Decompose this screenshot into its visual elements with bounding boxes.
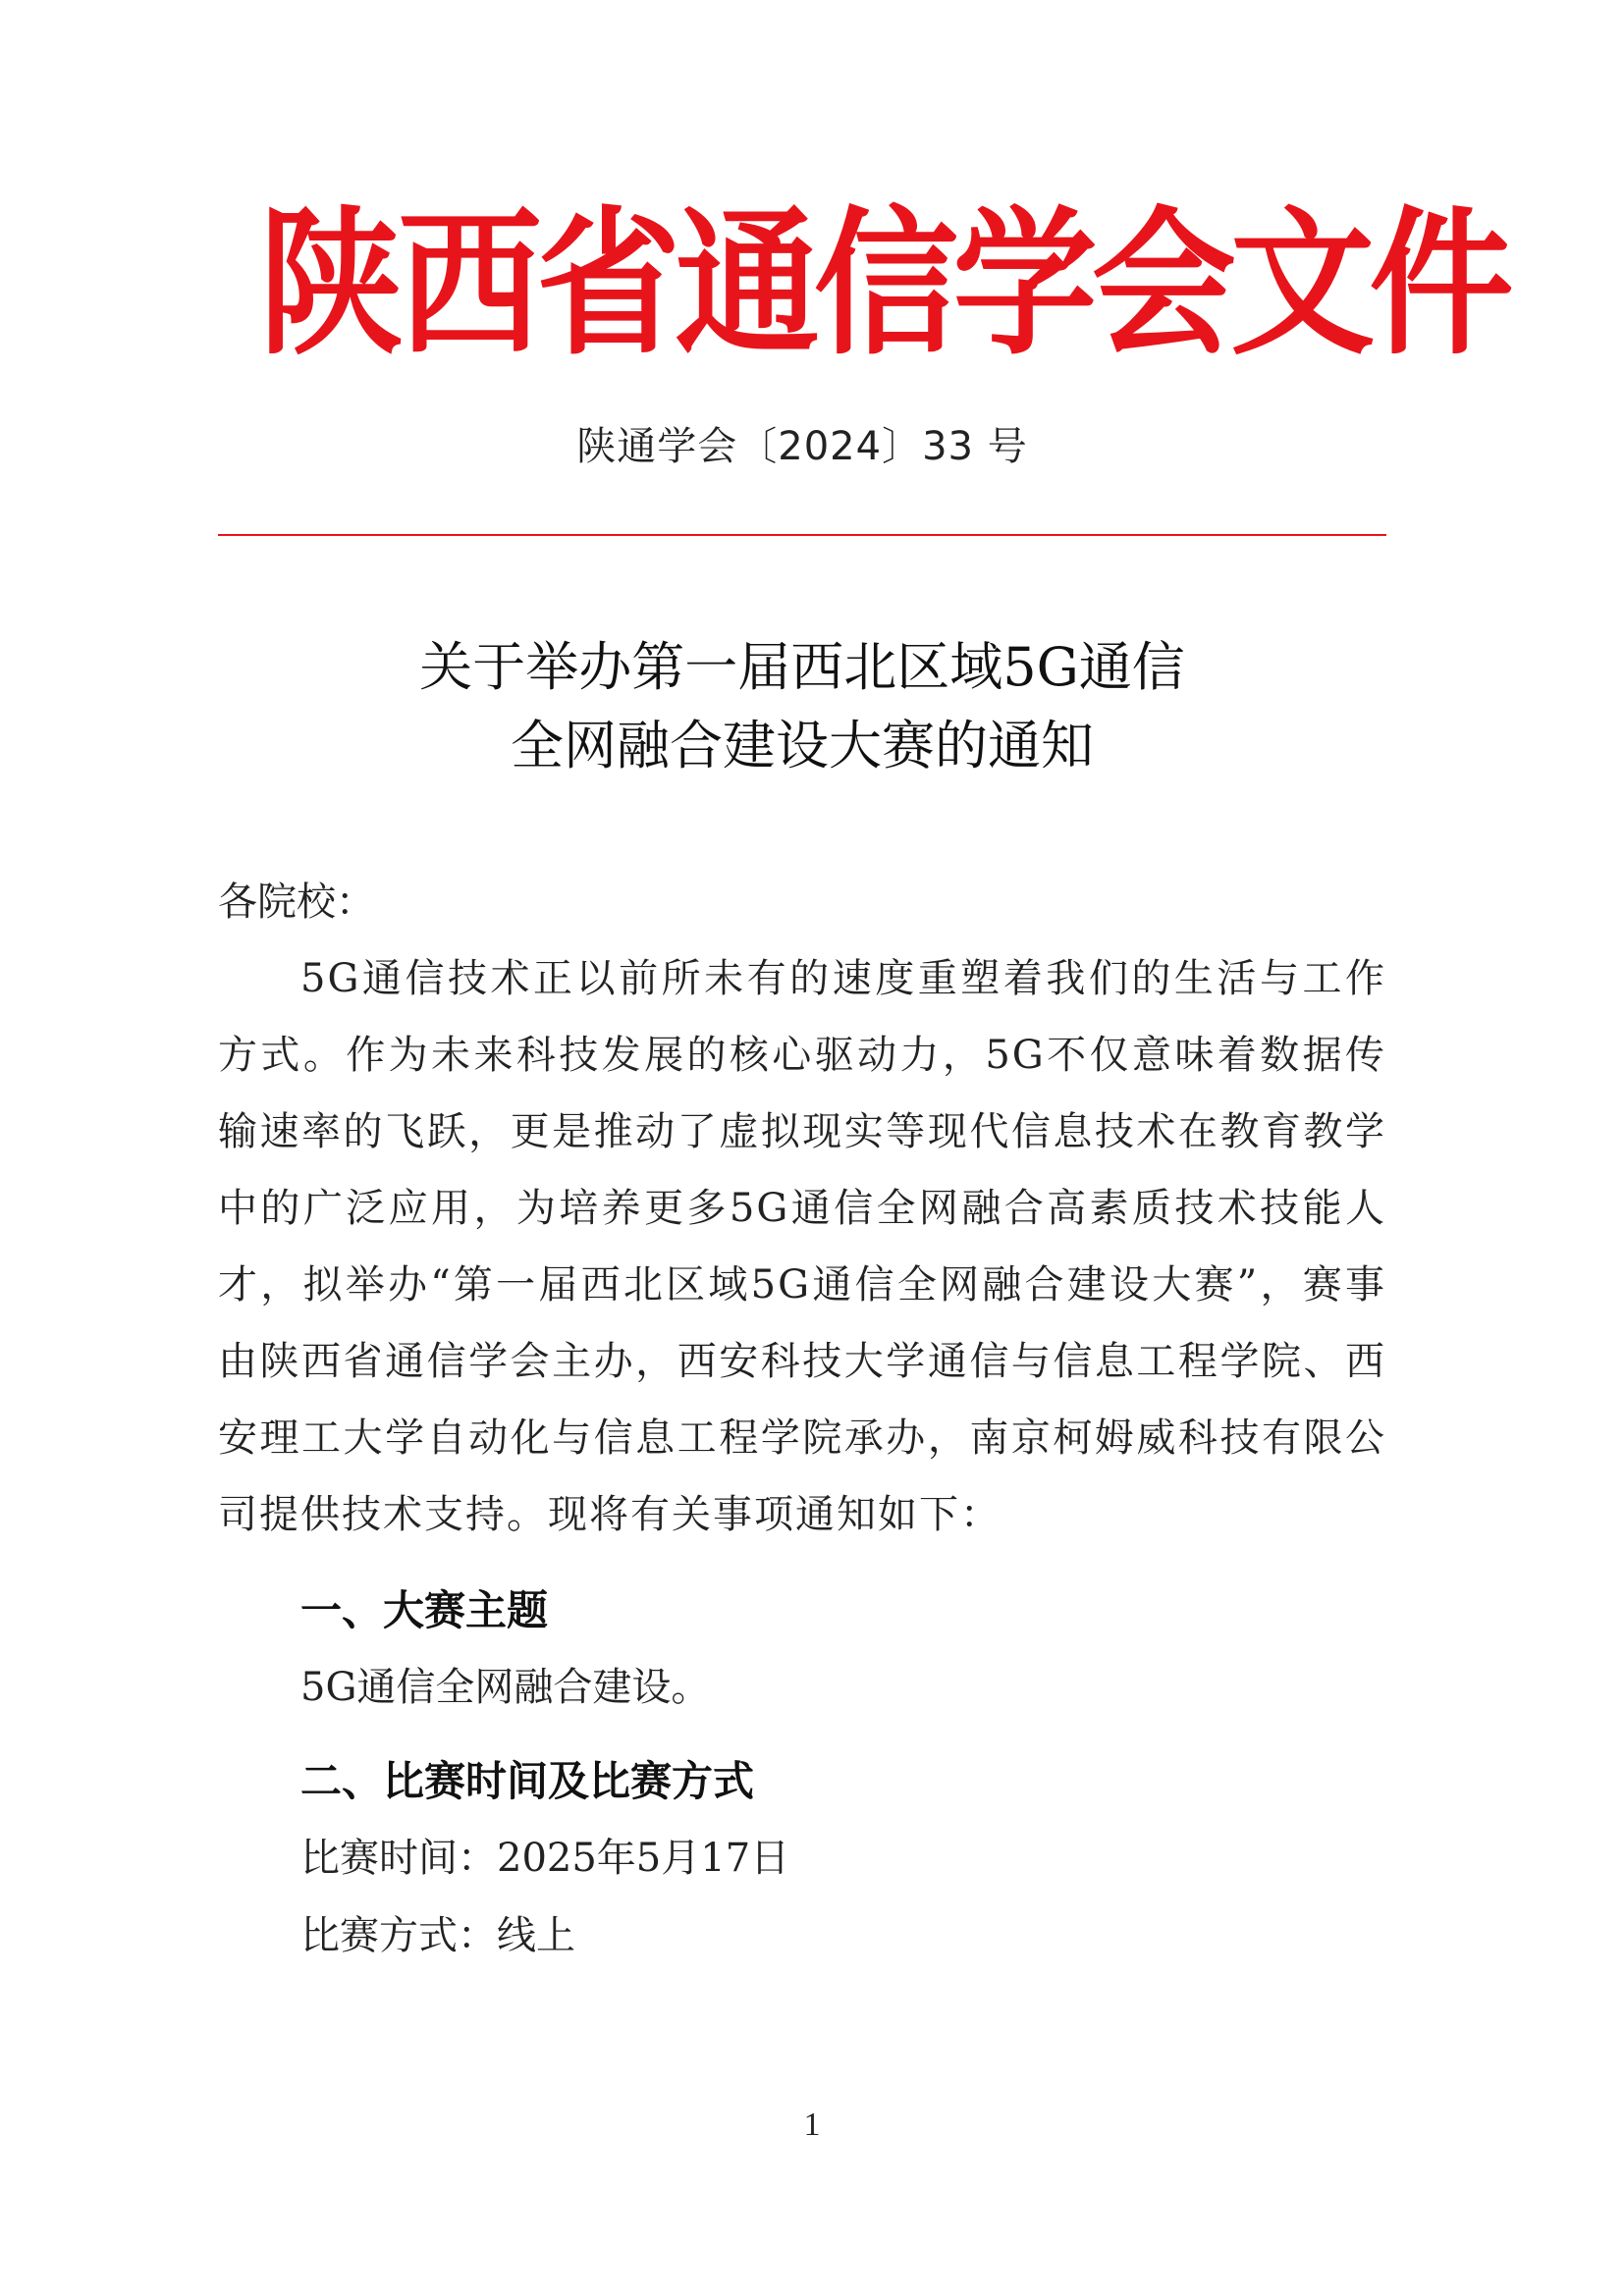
intro-paragraph: 5G通信技术正以前所未有的速度重塑着我们的生活与工作方式。作为未来科技发展的核心驱动力，5G不仅意味着数据传输速率的飞跃，更是推动了虚拟现实等现代信息技术在教育教学中的广泛应用，为培养更多5G通信全网融合高素质技术技能人才，拟举办“第一届西北区域5G通信全网融合建设大赛”，赛事由陕西省通信学会主办，西安科技大学通信与信息工程学院、西安理工大学自动化与信息工程学院承办，南京柯姆威科技有限公司提供技术支持。现将有关事项通知如下： [218,956,1386,1537]
section-heading-theme: 一、大赛主题 [300,1586,549,1634]
section-text-theme: 5G通信全网融合建设。 [300,1665,711,1710]
section-text-time: 比赛时间：2025年5月17日 [300,1836,790,1881]
notice-title-line-2: 全网融合建设大赛的通知 [511,715,1094,776]
page-number: 1 [803,2107,821,2143]
salutation: 各院校： [218,880,375,925]
masthead-title: 陕西省通信学会文件 [258,192,1508,377]
section-heading-time-mode: 二、比赛时间及比赛方式 [300,1757,755,1805]
document-number: 陕通学会〔2024〕33 号 [576,424,1028,469]
section-text-mode: 比赛方式：线上 [300,1913,575,1958]
notice-title [218,628,1386,785]
red-divider-rule [218,534,1386,536]
notice-title-line-1: 关于举办第一届西北区域5G通信 [419,636,1185,698]
